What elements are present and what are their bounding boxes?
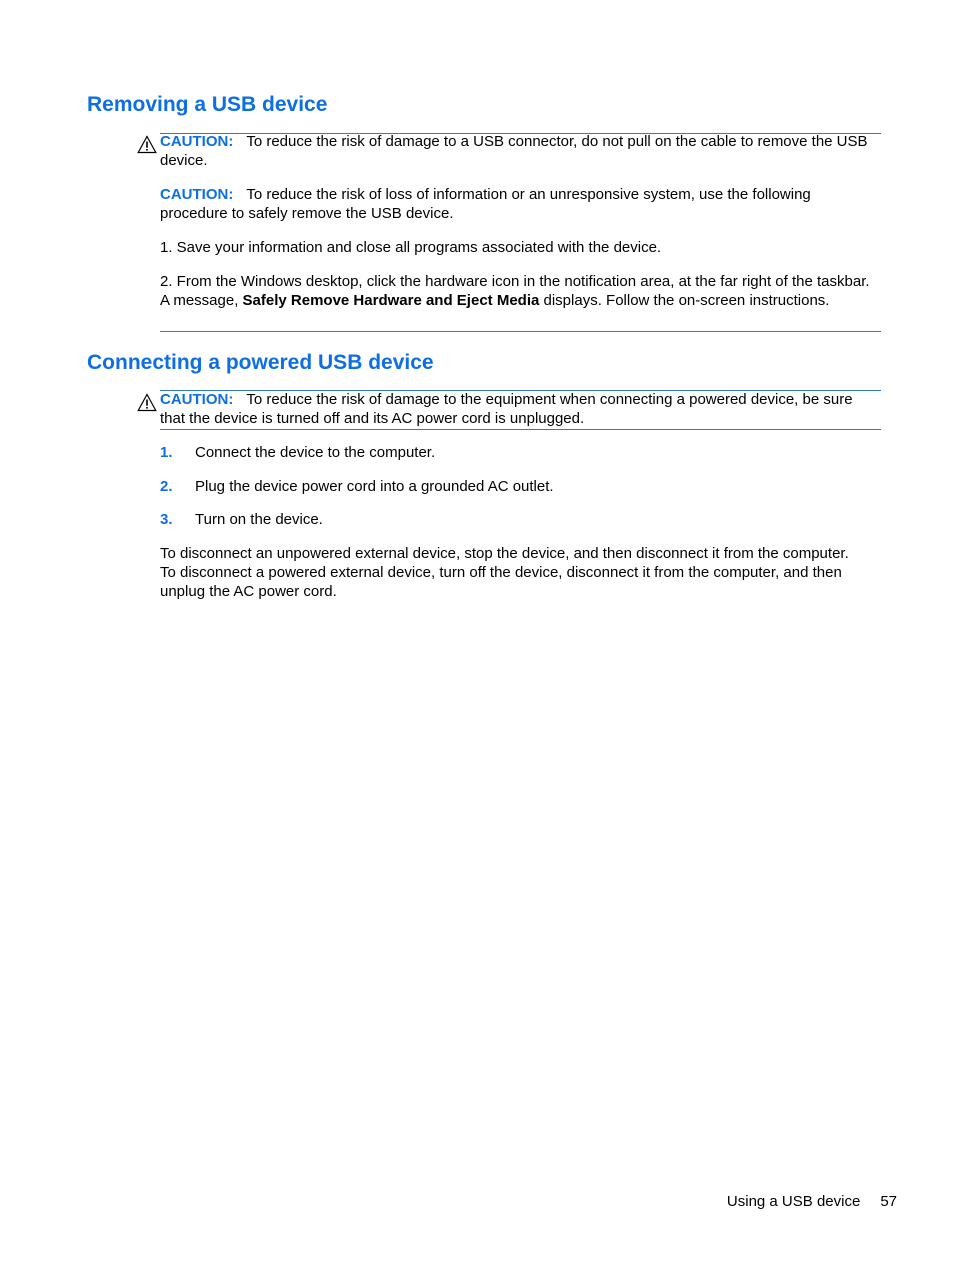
page-footer [727, 1192, 897, 1211]
caution-label: CAUTION: [160, 133, 234, 150]
caution-text: To reduce the risk of damage to the equipment when connecting a powered device, be sure that the device is turned off and its AC power cord is unplugged. [160, 391, 853, 427]
procedure-step-1: 1. Save your information and close all programs associated with the device. [160, 239, 662, 256]
step-2-text-before: 2. From the Windows desktop, click the hardware icon in the notification area, at the far right of the taskbar. A message, [160, 273, 870, 309]
numbered-step [160, 477, 554, 496]
caution-powered-device [160, 390, 881, 428]
caution-bottom-rule [160, 429, 881, 430]
step-number: 3. [160, 511, 173, 528]
numbered-step [160, 443, 435, 462]
heading-removing-usb: Removing a USB device [87, 93, 328, 116]
footer-section-title: Using a USB device [726, 1193, 861, 1210]
heading-connecting-powered-usb: Connecting a powered USB device [87, 351, 434, 374]
step-text: Turn on the device. [195, 511, 323, 528]
page-number: 57 [880, 1193, 897, 1210]
caution-usb-connector [160, 132, 881, 170]
step-2-bold-command: Safely Remove Hardware and Eject Media [242, 292, 540, 309]
caution-label: CAUTION: [160, 186, 234, 203]
numbered-step [160, 510, 323, 529]
warning-triangle-icon [137, 393, 157, 412]
step-number: 2. [160, 478, 173, 495]
disconnect-instructions: To disconnect an unpowered external device, stop the device, and then disconnect it from the computer. To disconnect a powered external device, turn off the device, disconnect it from the computer, and then unplug the AC power cord. [160, 545, 849, 600]
caution-text: To reduce the risk of loss of information or an unresponsive system, use the following procedure to safely remove the USB device. [160, 186, 811, 222]
caution-bottom-rule [160, 331, 881, 332]
warning-triangle-icon [137, 135, 157, 154]
step-2-text-after: displays. Follow the on-screen instructions. [539, 292, 830, 309]
caution-label: CAUTION: [160, 391, 234, 408]
caution-loss-of-information [160, 185, 881, 223]
step-number: 1. [160, 444, 173, 461]
step-text: Connect the device to the computer. [195, 444, 436, 461]
step-text: Plug the device power cord into a grounded AC outlet. [195, 478, 554, 495]
procedure-step-2 [160, 272, 881, 310]
caution-text: To reduce the risk of damage to a USB connector, do not pull on the cable to remove the USB device. [160, 133, 868, 169]
